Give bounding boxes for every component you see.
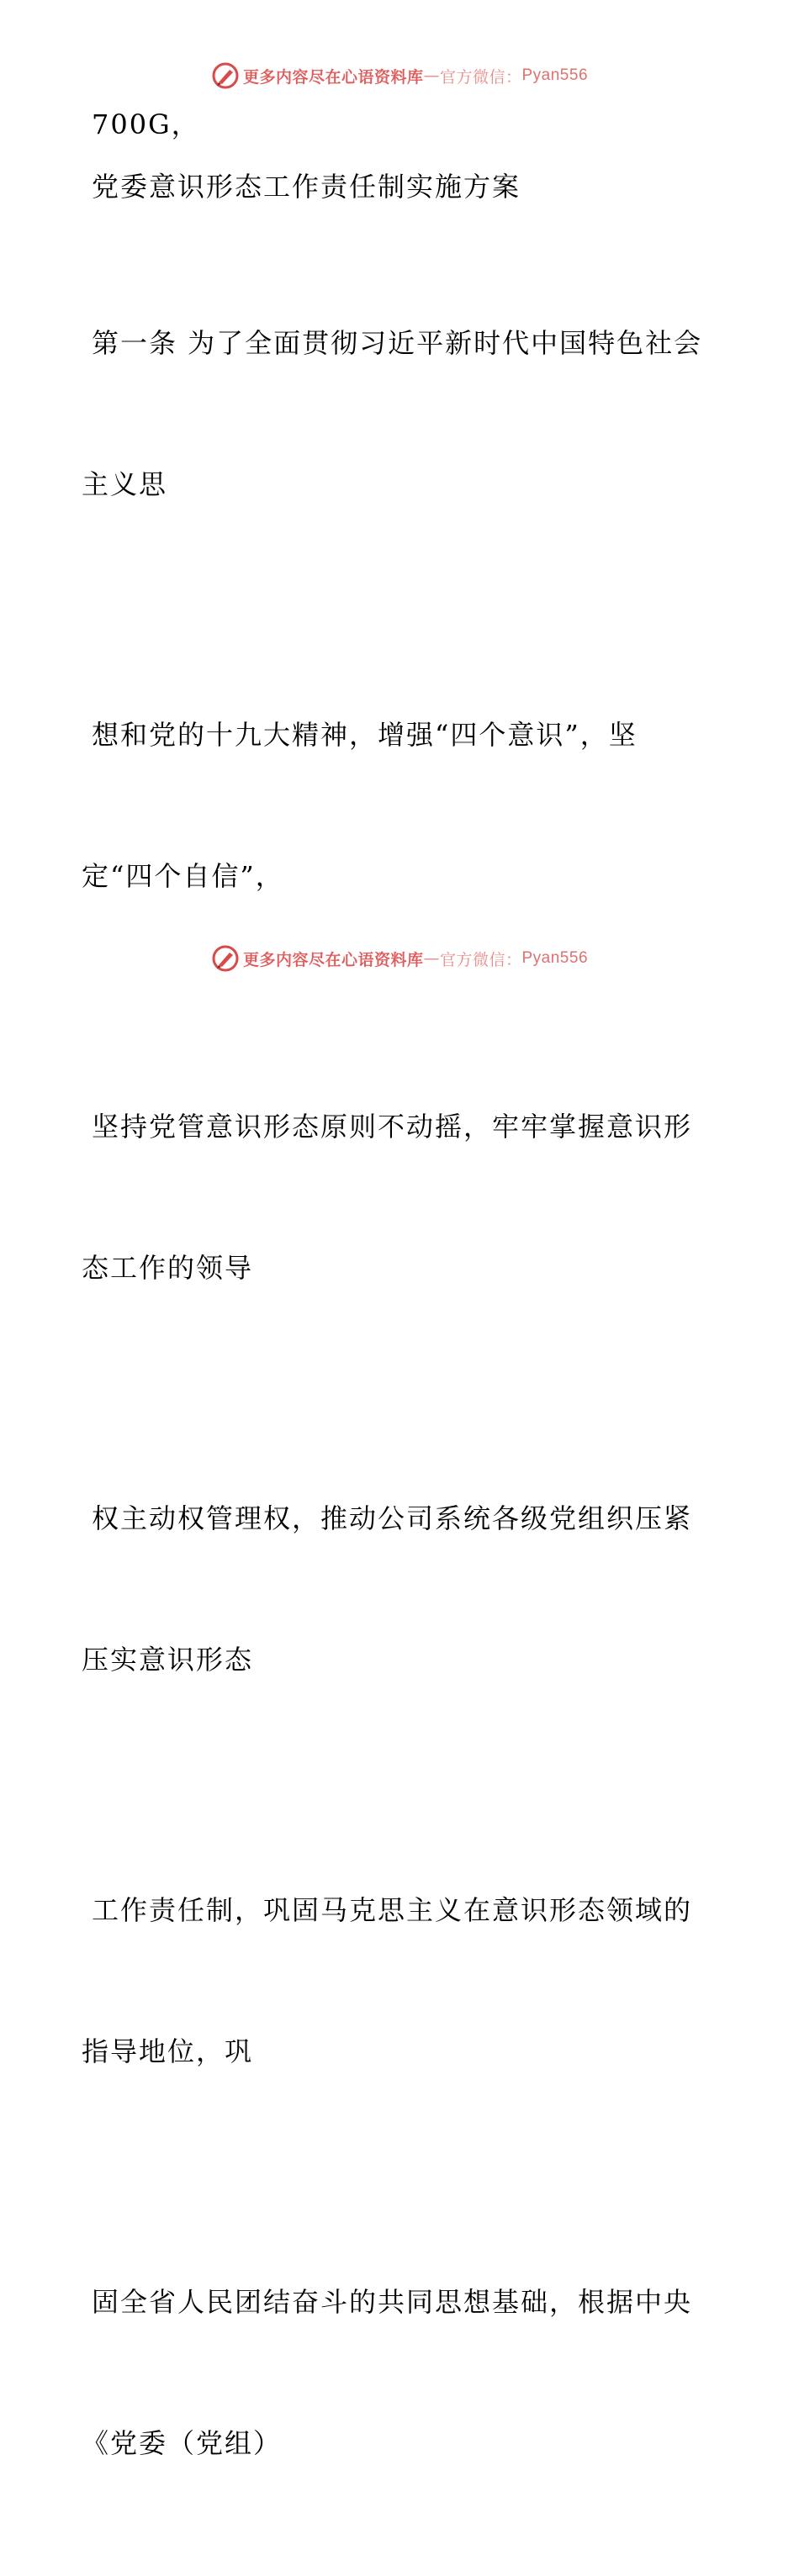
document-line: 700G，: [92, 108, 200, 140]
header-watermark: [0, 59, 799, 92]
document-body: [82, 101, 721, 2576]
paragraph-line: 主义思: [82, 468, 168, 500]
document-paragraph: [82, 1792, 721, 2169]
watermark-label: 官方微信：: [439, 67, 522, 87]
paragraph-line: 态工作的领导: [82, 1252, 254, 1284]
paragraph-line: 坚持党管意识形态原则不动摇，牢牢掌握意识形: [92, 1111, 693, 1143]
document-paragraph: [82, 225, 721, 602]
watermark-wechat-id: Pyan556: [521, 66, 589, 84]
red-pen-logo-icon: [211, 944, 240, 973]
watermark-separator: —: [423, 66, 440, 85]
paragraph-line: 压实意识形态: [82, 1644, 254, 1676]
paragraph-line: 工作责任制，巩固马克思主义在意识形态领域的: [92, 1894, 693, 1926]
paragraph-line: 定“四个自信”，: [82, 860, 284, 892]
paragraph-line: 权主动权管理权，推动公司系统各级党组织压紧: [92, 1502, 693, 1534]
paragraph-line: 指导地位，巩: [82, 2035, 254, 2067]
red-pen-logo-icon: [211, 61, 240, 90]
watermark-wechat-id: Pyan556: [521, 949, 589, 967]
watermark-main-text: 更多内容尽在心语资料库: [242, 67, 424, 87]
watermark-separator: —: [423, 949, 440, 968]
paragraph-line: 固全省人民团结奋斗的共同思想基础，根据中央: [92, 2286, 693, 2318]
paragraph-line: 《党委（党组）: [82, 2427, 283, 2459]
watermark-main-text: 更多内容尽在心语资料库: [242, 950, 424, 969]
document-title: 党委意识形态工作责任制实施方案: [92, 171, 521, 203]
watermark-label: 官方微信：: [439, 950, 522, 969]
document-paragraph: [82, 1009, 721, 1386]
footer-watermark: [0, 942, 799, 975]
document-paragraph: [82, 1401, 721, 1777]
paragraph-line: 想和党的十九大精神，增强“四个意识”，坚: [92, 719, 638, 751]
paragraph-line: 第一条 为了全面贯彻习近平新时代中国特色社会: [92, 327, 703, 359]
document-paragraph: [82, 617, 721, 994]
document-paragraph: [82, 2184, 721, 2561]
